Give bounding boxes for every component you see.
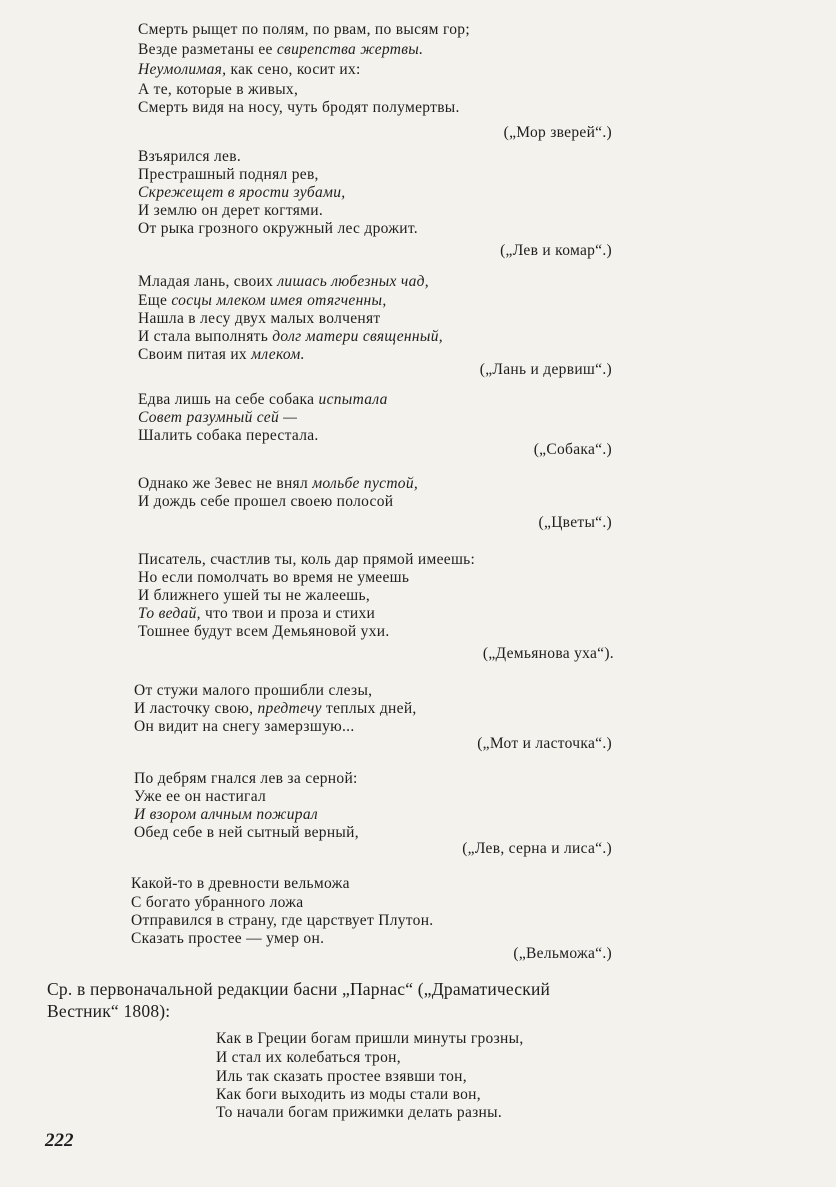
verse-line bbox=[138, 220, 418, 238]
italic-segment: Скрежещет в ярости зубами, bbox=[138, 184, 346, 201]
verse-line bbox=[131, 912, 433, 930]
verse-line bbox=[138, 475, 418, 493]
text-segment: Однако же Зевес не внял bbox=[138, 475, 313, 492]
text-segment: Смерть рыщет по полям, по рвам, по высям гор; bbox=[138, 21, 470, 38]
text-segment: От рыка грозного окружный лес дрожит. bbox=[138, 220, 418, 237]
verse-line bbox=[138, 166, 319, 184]
text-segment: С богато убранного ложа bbox=[131, 894, 304, 911]
italic-segment: долг матери священный, bbox=[272, 328, 443, 345]
text-segment: По дебрям гнался лев за серной: bbox=[134, 770, 358, 787]
text-segment: что твои и проза и стихи bbox=[200, 605, 376, 622]
verse-line bbox=[134, 770, 358, 788]
text-segment: Едва лишь на себе собака bbox=[138, 391, 319, 408]
verse-line bbox=[138, 41, 423, 59]
text-segment: И дождь себе прошел своею полосой bbox=[138, 493, 394, 510]
verse-line bbox=[138, 551, 475, 569]
verse-line bbox=[134, 718, 355, 736]
text-segment: теплых дней, bbox=[321, 700, 417, 717]
fable-source: („Лев, серна и лиса“.) bbox=[462, 840, 612, 857]
fable-source: („Вельможа“.) bbox=[513, 945, 612, 962]
verse-line bbox=[138, 328, 443, 346]
text-segment: как сено, косит их: bbox=[226, 61, 361, 78]
verse-line bbox=[138, 21, 470, 39]
page-number: 222 bbox=[45, 1130, 74, 1151]
verse-line bbox=[134, 824, 359, 842]
text-segment: Еще bbox=[138, 292, 172, 309]
fable-source: („Лев и комар“.) bbox=[500, 242, 612, 259]
verse-line bbox=[138, 273, 429, 291]
text-segment: Младая лань, своих bbox=[138, 273, 278, 290]
verse-line bbox=[138, 184, 345, 202]
fable-source: („Лань и дервиш“.) bbox=[479, 361, 612, 378]
quote-line: То начали богам прижимки делать разны. bbox=[216, 1104, 503, 1121]
verse-line bbox=[138, 292, 387, 310]
verse-line bbox=[138, 427, 319, 445]
italic-segment: сосцы млеком имея отягченны, bbox=[171, 292, 387, 309]
italic-segment: Совет разумный сей — bbox=[138, 409, 298, 426]
verse-line bbox=[138, 202, 323, 220]
verse-line bbox=[138, 61, 361, 79]
verse-line bbox=[134, 700, 417, 718]
text-segment: Уже ее он настигал bbox=[134, 788, 267, 805]
verse-line bbox=[138, 569, 409, 587]
italic-segment: предтечу bbox=[257, 700, 322, 717]
verse-line bbox=[138, 587, 370, 605]
text-segment: Писатель, счастлив ты, коль дар прямой имеешь: bbox=[138, 551, 476, 568]
verse-line bbox=[138, 346, 305, 364]
text-segment: Какой-то в древности вельможа bbox=[131, 875, 350, 892]
prose-line-2: Вестник“ 1808): bbox=[47, 1001, 171, 1021]
verse-line bbox=[138, 493, 393, 511]
fable-source: („Демьянова уха“). bbox=[482, 645, 614, 662]
verse-line bbox=[131, 930, 324, 948]
text-segment: Сказать простее — умер он. bbox=[131, 930, 325, 947]
italic-segment: Неумолимая, bbox=[138, 61, 227, 78]
verse-line bbox=[131, 875, 350, 893]
text-segment: Тошнее будут всем Демьяновой ухи. bbox=[138, 623, 390, 640]
verse-line bbox=[138, 81, 298, 99]
quote-line: И стал их колебаться трон, bbox=[216, 1049, 401, 1066]
text-segment: Престрашный поднял рев, bbox=[138, 166, 319, 183]
prose-line-1: Ср. в первоначальной редакции басни „Парнас“ („Драматический bbox=[47, 979, 551, 999]
italic-segment: свирепства жертвы. bbox=[276, 41, 424, 58]
verse-line bbox=[138, 391, 388, 409]
verse-line bbox=[134, 682, 372, 700]
fable-source: („Цветы“.) bbox=[538, 514, 612, 531]
quote-line: Как в Греции богам пришли минуты грозны, bbox=[216, 1030, 524, 1047]
text-segment: Но если помолчать во время не умеешь bbox=[138, 569, 410, 586]
quote-line: Иль так сказать простее взявши тон, bbox=[216, 1068, 467, 1085]
text-segment: А те, которые в живых, bbox=[138, 81, 299, 98]
italic-segment: И взором алчным пожирал bbox=[134, 806, 318, 823]
text-segment: И стала выполнять bbox=[138, 328, 273, 345]
text-segment: Взъярился лев. bbox=[138, 148, 242, 165]
italic-segment: мольбе пустой, bbox=[312, 475, 419, 492]
italic-segment: млеком. bbox=[251, 346, 305, 363]
verse-line bbox=[138, 310, 381, 328]
italic-segment: испытала bbox=[318, 391, 388, 408]
text-segment: Нашла в лесу двух малых волченят bbox=[138, 310, 381, 327]
text-segment: И землю он дерет когтями. bbox=[138, 202, 324, 219]
italic-segment: лишась любезных чад, bbox=[277, 273, 429, 290]
text-segment: Шалить собака перестала. bbox=[138, 427, 319, 444]
text-segment: Он видит на снегу замерзшую... bbox=[134, 718, 355, 735]
text-segment: И ласточку свою, bbox=[134, 700, 258, 717]
verse-line bbox=[138, 623, 390, 641]
text-segment: Отправился в страну, где царствует Плутон. bbox=[131, 912, 434, 929]
verse-line bbox=[131, 894, 303, 912]
text-segment: Обед себе в ней сытный верный, bbox=[134, 824, 359, 841]
quote-line: Как боги выходить из моды стали вон, bbox=[216, 1086, 481, 1103]
verse-line bbox=[138, 409, 297, 427]
text-segment: Смерть видя на носу, чуть бродят полумертвы. bbox=[138, 99, 460, 116]
fable-source: („Мот и ласточка“.) bbox=[477, 735, 612, 752]
fable-source: („Мор зверей“.) bbox=[503, 124, 612, 141]
fable-source: („Собака“.) bbox=[533, 441, 612, 458]
verse-line bbox=[138, 605, 375, 623]
verse-line bbox=[134, 788, 266, 806]
text-segment: И ближнего ушей ты не жалеешь, bbox=[138, 587, 371, 604]
verse-line bbox=[138, 148, 241, 166]
text-segment: Своим питая их bbox=[138, 346, 252, 363]
text-segment: От стужи малого прошибли слезы, bbox=[134, 682, 373, 699]
italic-segment: То ведай, bbox=[138, 605, 201, 622]
verse-line bbox=[138, 99, 460, 117]
verse-line bbox=[134, 806, 318, 824]
text-segment: Везде разметаны ее bbox=[138, 41, 277, 58]
